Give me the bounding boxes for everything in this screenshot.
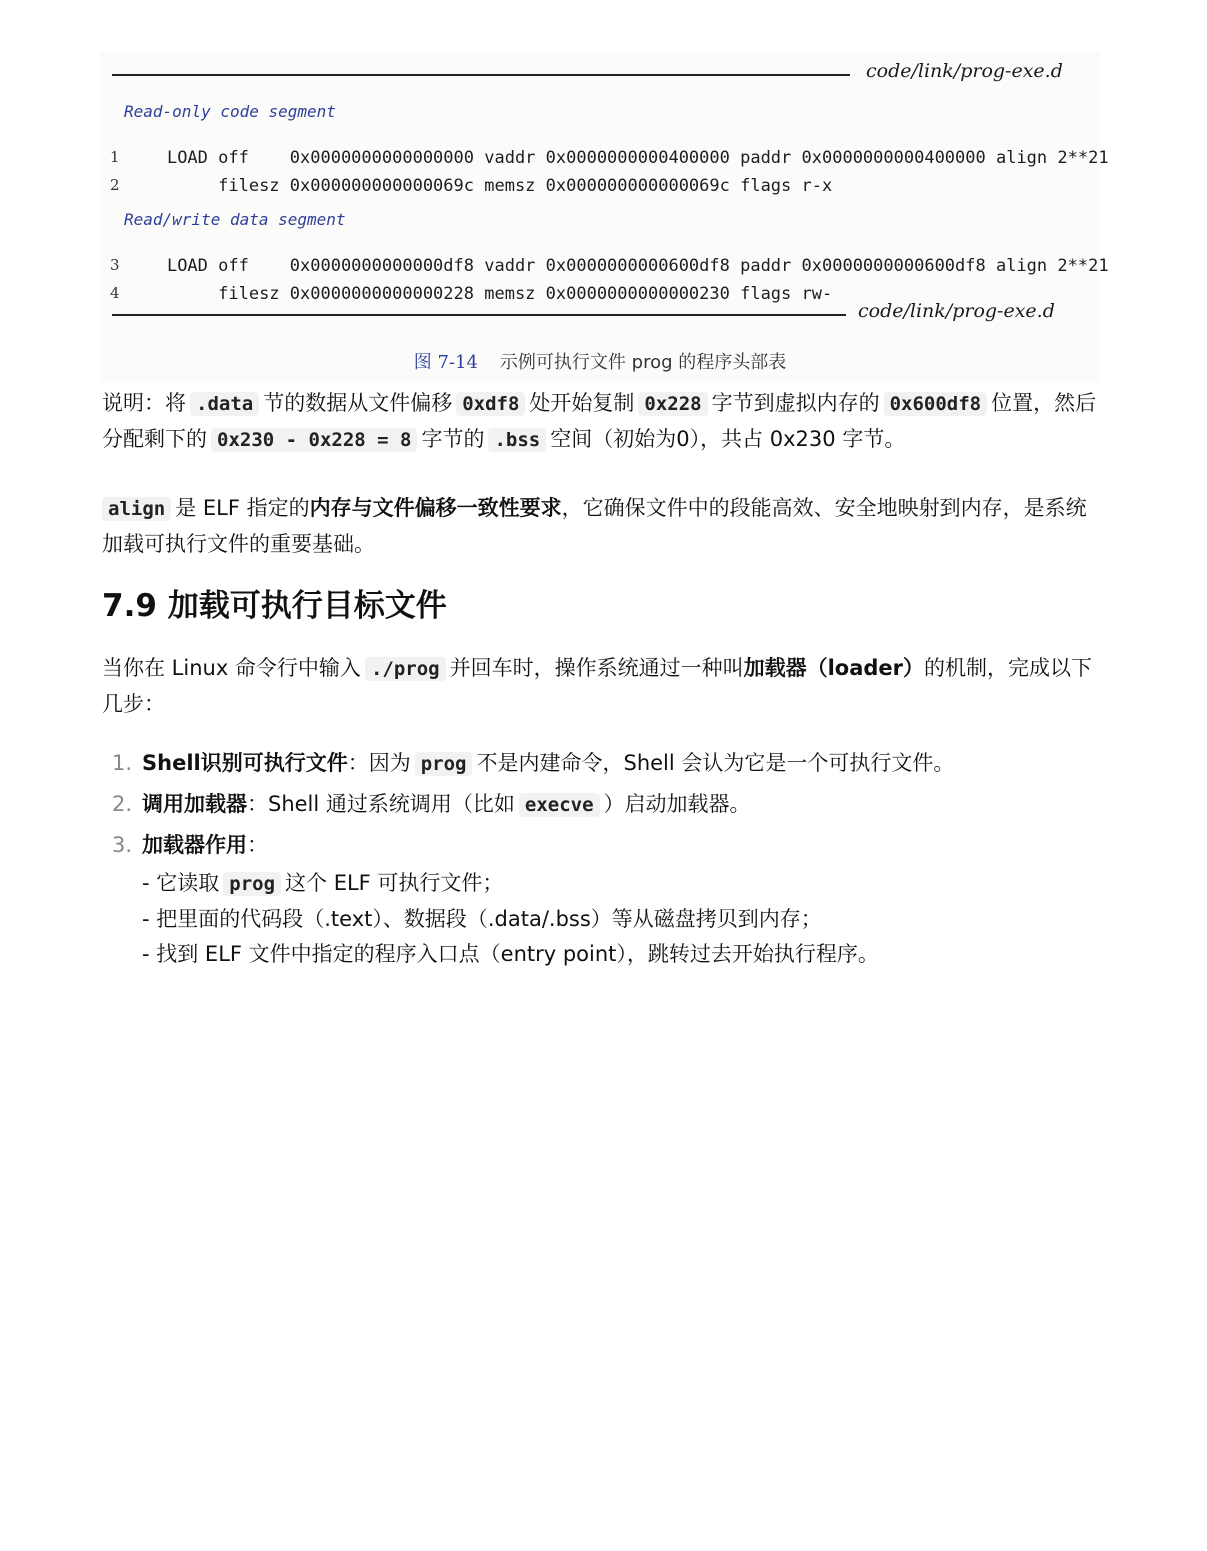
text: 这个 ELF 可执行文件； — [285, 871, 504, 895]
code-text: filesz 0x0000000000000228 memsz 0x0000000000000230 flags rw- — [166, 284, 833, 304]
step-title: 加载器作用 — [142, 833, 247, 857]
list-item — [112, 826, 1102, 864]
code-text: filesz 0x000000000000069c memsz 0x000000000000069c flags r-x — [166, 176, 833, 196]
text: 的机制，完成以下几步： — [102, 656, 1093, 716]
inline-code: ./prog — [365, 657, 446, 681]
inline-code: 0x228 — [638, 392, 707, 416]
step-title: Shell识别可执行文件 — [142, 751, 348, 775]
text: ：因为 — [347, 751, 411, 775]
inline-code: .bss — [488, 428, 546, 452]
text: 处开始复制 — [529, 391, 635, 415]
text: 字节到虚拟内存的 — [711, 391, 880, 415]
figure-caption-text: 示例可执行文件 prog 的程序头部表 — [499, 352, 787, 373]
figure-top-rule — [112, 74, 850, 76]
figure-source-bottom: code/link/prog-exe.d — [858, 300, 1055, 322]
text: 不是内建命令，Shell 会认为它是一个可执行文件。 — [476, 751, 955, 775]
line-number: 4 — [110, 284, 120, 302]
loader-steps-list — [112, 744, 1102, 972]
inline-code: prog — [415, 752, 473, 776]
code-line-2 — [110, 156, 833, 216]
text: ）启动加载器。 — [603, 792, 751, 816]
inline-code: execve — [519, 793, 600, 817]
text: ，它确保文件中的段能高效、安全地映射到内存，是系统加载可执行文件的重要基础。 — [102, 496, 1087, 556]
text: 并回车时，操作系统通过一种叫 — [449, 656, 744, 680]
step-title: 调用加载器 — [142, 792, 247, 816]
inline-code: align — [102, 497, 171, 521]
explanation-paragraph-1 — [102, 386, 1102, 458]
inline-code: prog — [223, 872, 281, 896]
text: 空间（初始为0），共占 0x230 字节。 — [550, 427, 906, 451]
text: 当你在 Linux 命令行中输入 — [102, 656, 361, 680]
section-heading: 7.9 加载可执行目标文件 — [102, 588, 447, 624]
figure-bottom-rule — [112, 314, 846, 316]
figure-source-top: code/link/prog-exe.d — [866, 60, 1063, 82]
line-number: 3 — [110, 256, 120, 274]
list-number: 1. — [112, 751, 133, 775]
explanation-paragraph-2 — [102, 491, 1102, 562]
bold-text: 加载器（loader） — [743, 656, 925, 680]
list-number: 2. — [112, 792, 133, 816]
list-item — [112, 785, 1102, 824]
figure-caption-number: 图 7-14 — [413, 352, 478, 373]
text: ： — [247, 833, 268, 857]
figure-caption — [100, 348, 1100, 374]
bold-text: 内存与文件偏移一致性要求 — [309, 496, 562, 520]
sub-item-read-elf — [112, 866, 1102, 902]
inline-code: 0x600df8 — [884, 392, 988, 416]
sub-item-copy-segments: - 把里面的代码段（.text）、数据段（.data/.bss）等从磁盘拷贝到内存； — [142, 907, 822, 931]
text: 字节的 — [421, 427, 485, 451]
text: - 它读取 — [142, 871, 220, 895]
text: 说明：将 — [102, 391, 186, 415]
segment-label-readwrite: Read/write data segment — [124, 210, 346, 229]
text: 位置，然后分配剩下的 — [102, 391, 1097, 451]
segment-label-readonly: Read-only code segment — [124, 102, 336, 121]
code-text: LOAD off 0x0000000000000df8 vaddr 0x0000000000600df8 paddr 0x0000000000600df8 align 2**21 — [166, 256, 1109, 276]
inline-code: .data — [190, 392, 259, 416]
inline-code: 0x230 - 0x228 = 8 — [211, 428, 417, 452]
line-number: 2 — [110, 176, 120, 194]
text: ：Shell 通过系统调用（比如 — [247, 792, 515, 816]
inline-code: 0xdf8 — [456, 392, 525, 416]
program-header-figure — [100, 52, 1109, 382]
list-item — [112, 744, 1102, 783]
list-number: 3. — [112, 833, 133, 857]
line-number: 1 — [110, 148, 120, 166]
sub-item-entry-point: - 找到 ELF 文件中指定的程序入口点（entry point），跳转过去开始执行程序。 — [142, 942, 879, 966]
text: 是 ELF 指定的 — [175, 496, 310, 520]
section-intro — [102, 651, 1102, 722]
code-text: LOAD off 0x0000000000000000 vaddr 0x0000000000400000 paddr 0x0000000000400000 align 2**21 — [166, 148, 1109, 168]
text: 节的数据从文件偏移 — [263, 391, 453, 415]
